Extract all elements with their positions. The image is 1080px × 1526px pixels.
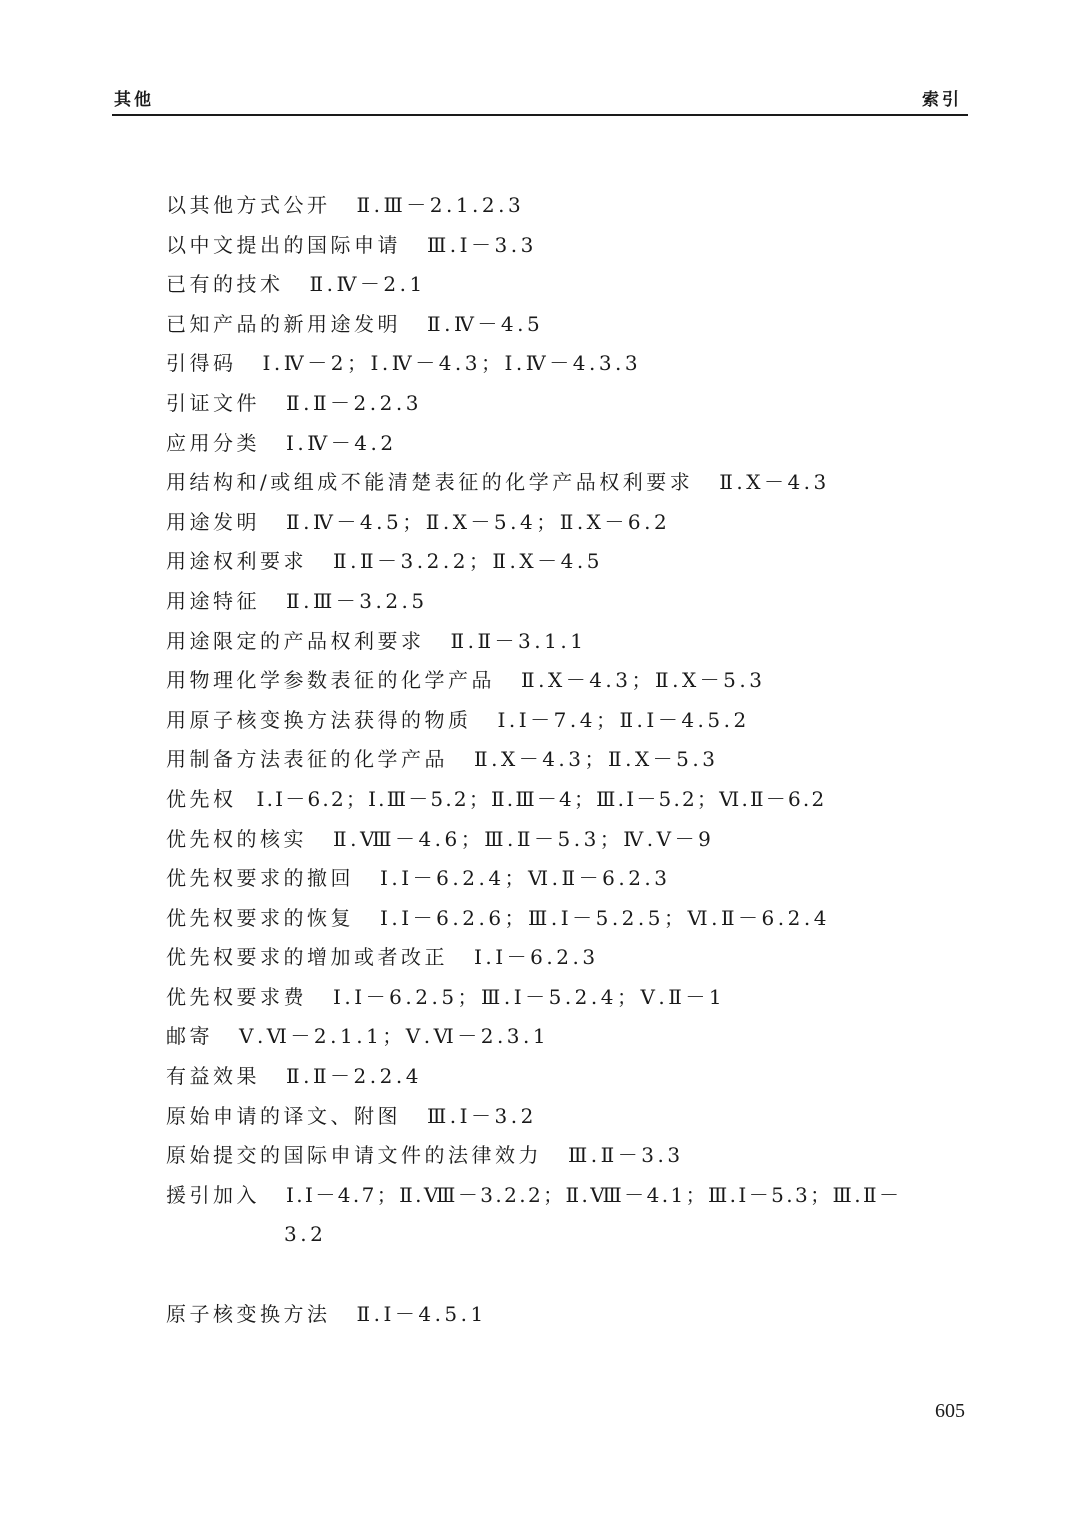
index-entry bbox=[166, 820, 966, 860]
index-reference: Ⅲ.Ⅰ－3.3 bbox=[427, 232, 537, 257]
index-entry bbox=[166, 978, 966, 1018]
index-entry bbox=[166, 344, 966, 384]
index-term: 应用分类 bbox=[166, 430, 260, 455]
index-reference: Ⅱ.Ⅱ－2.2.4 bbox=[286, 1064, 422, 1089]
index-entry bbox=[166, 1017, 966, 1057]
index-term: 以其他方式公开 bbox=[166, 193, 331, 217]
index-entry-list bbox=[166, 186, 966, 1334]
index-reference: Ⅲ.Ⅱ－3.3 bbox=[568, 1143, 684, 1168]
index-term: 用途权利要求 bbox=[166, 549, 307, 574]
index-entry bbox=[166, 1136, 966, 1176]
index-entry bbox=[166, 938, 966, 978]
index-entry bbox=[166, 740, 966, 780]
running-header bbox=[112, 88, 968, 116]
index-reference: Ⅰ.Ⅰ－6.2.5；Ⅲ.Ⅰ－5.2.4；Ⅴ.Ⅱ－1 bbox=[333, 984, 726, 1009]
index-reference: Ⅱ.Ⅱ－3.1.1 bbox=[450, 628, 587, 653]
index-reference: Ⅰ.Ⅰ－6.2.4；Ⅵ.Ⅱ－6.2.3 bbox=[380, 866, 671, 891]
index-entry bbox=[166, 622, 966, 662]
index-term: 用结构和/或组成不能清楚表征的化学产品权利要求 bbox=[166, 470, 694, 495]
index-term: 已知产品的新用途发明 bbox=[166, 311, 401, 336]
index-entry bbox=[166, 1295, 966, 1335]
index-entry bbox=[166, 503, 966, 543]
index-entry bbox=[166, 1097, 966, 1137]
index-entry bbox=[166, 384, 966, 424]
index-term: 援引加入 bbox=[166, 1182, 260, 1207]
index-reference: Ⅱ.Ⅲ－2.1.2.3 bbox=[356, 193, 525, 217]
index-term: 已有的技术 bbox=[166, 272, 284, 297]
index-term: 引证文件 bbox=[166, 390, 260, 415]
index-entry bbox=[166, 1057, 966, 1097]
index-term: 优先权要求的撤回 bbox=[166, 866, 354, 891]
index-entry bbox=[166, 463, 966, 503]
index-entry bbox=[166, 305, 966, 345]
index-entry bbox=[166, 424, 966, 464]
index-reference: Ⅰ.Ⅰ－4.7；Ⅱ.Ⅷ－3.2.2；Ⅱ.Ⅷ－4.1；Ⅲ.Ⅰ－5.3；Ⅲ.Ⅱ－ bbox=[286, 1182, 902, 1207]
index-reference: Ⅱ.Ⅲ－3.2.5 bbox=[286, 588, 428, 613]
index-entry bbox=[166, 186, 966, 226]
index-entry bbox=[166, 780, 966, 820]
index-term: 用原子核变换方法获得的物质 bbox=[166, 707, 472, 732]
index-reference: Ⅱ.Ⅷ－4.6；Ⅲ.Ⅱ－5.3；Ⅳ.Ⅴ－9 bbox=[333, 826, 715, 851]
index-term: 邮寄 bbox=[166, 1024, 213, 1049]
index-reference: Ⅱ.Ⅹ－4.3 bbox=[719, 470, 830, 495]
index-entry-wrapped bbox=[166, 1176, 966, 1255]
index-reference: Ⅱ.Ⅳ－4.5 bbox=[427, 311, 544, 336]
index-reference: Ⅰ.Ⅰ－7.4；Ⅱ.Ⅰ－4.5.2 bbox=[497, 707, 750, 732]
index-term: 用物理化学参数表征的化学产品 bbox=[166, 668, 495, 693]
index-reference: Ⅱ.Ⅹ－4.3；Ⅱ.Ⅹ－5.3 bbox=[521, 668, 766, 693]
index-term: 用制备方法表征的化学产品 bbox=[166, 747, 448, 772]
index-entry bbox=[166, 265, 966, 305]
index-entry bbox=[166, 859, 966, 899]
index-reference: Ⅰ.Ⅰ－6.2.6；Ⅲ.Ⅰ－5.2.5；Ⅵ.Ⅱ－6.2.4 bbox=[380, 905, 830, 930]
index-reference: Ⅱ.Ⅱ－3.2.2；Ⅱ.Ⅹ－4.5 bbox=[333, 549, 603, 574]
index-term: 优先权 bbox=[166, 786, 237, 811]
index-term: 原始申请的译文、附图 bbox=[166, 1103, 401, 1128]
index-entry bbox=[166, 899, 966, 939]
index-entry bbox=[166, 226, 966, 266]
index-term: 优先权要求的恢复 bbox=[166, 905, 354, 930]
index-reference: Ⅰ.Ⅰ－6.2；Ⅰ.Ⅲ－5.2；Ⅱ.Ⅲ－4；Ⅲ.Ⅰ－5.2；Ⅵ.Ⅱ－6.2 bbox=[256, 786, 827, 811]
page-number: 605 bbox=[935, 1400, 965, 1422]
index-reference: Ⅰ.Ⅳ－2；Ⅰ.Ⅳ－4.3；Ⅰ.Ⅳ－4.3.3 bbox=[262, 351, 642, 376]
index-term: 原子核变换方法 bbox=[166, 1301, 331, 1326]
index-reference: Ⅱ.Ⅳ－2.1 bbox=[309, 272, 426, 297]
index-term: 优先权要求的增加或者改正 bbox=[166, 945, 448, 970]
header-index-label: 索引 bbox=[922, 90, 962, 110]
index-reference: Ⅱ.Ⅹ－4.3；Ⅱ.Ⅹ－5.3 bbox=[474, 747, 719, 772]
index-reference: Ⅲ.Ⅰ－3.2 bbox=[427, 1103, 537, 1128]
index-reference: Ⅴ.Ⅵ－2.1.1；Ⅴ.Ⅵ－2.3.1 bbox=[239, 1024, 550, 1049]
index-reference: Ⅰ.Ⅳ－4.2 bbox=[286, 430, 397, 455]
index-term: 优先权的核实 bbox=[166, 826, 307, 851]
index-term: 优先权要求费 bbox=[166, 984, 307, 1009]
index-term: 用途特征 bbox=[166, 588, 260, 613]
index-entry bbox=[166, 661, 966, 701]
index-entry bbox=[166, 542, 966, 582]
index-reference: Ⅱ.Ⅳ－4.5；Ⅱ.Ⅹ－5.4；Ⅱ.Ⅹ－6.2 bbox=[286, 509, 671, 534]
index-entry bbox=[166, 701, 966, 741]
index-term: 以中文提出的国际申请 bbox=[166, 232, 401, 257]
index-reference: Ⅱ.Ⅱ－2.2.3 bbox=[286, 390, 422, 415]
index-term: 引得码 bbox=[166, 351, 237, 376]
index-reference-continuation: 3.2 bbox=[284, 1222, 327, 1247]
index-term: 原始提交的国际申请文件的法律效力 bbox=[166, 1143, 542, 1168]
index-reference: Ⅱ.Ⅰ－4.5.1 bbox=[356, 1301, 487, 1326]
index-term: 用途限定的产品权利要求 bbox=[166, 628, 425, 653]
index-reference: Ⅰ.Ⅰ－6.2.3 bbox=[474, 945, 599, 970]
index-term: 用途发明 bbox=[166, 509, 260, 534]
header-section-title: 其他 bbox=[114, 90, 154, 110]
index-term: 有益效果 bbox=[166, 1064, 260, 1089]
index-entry bbox=[166, 582, 966, 622]
